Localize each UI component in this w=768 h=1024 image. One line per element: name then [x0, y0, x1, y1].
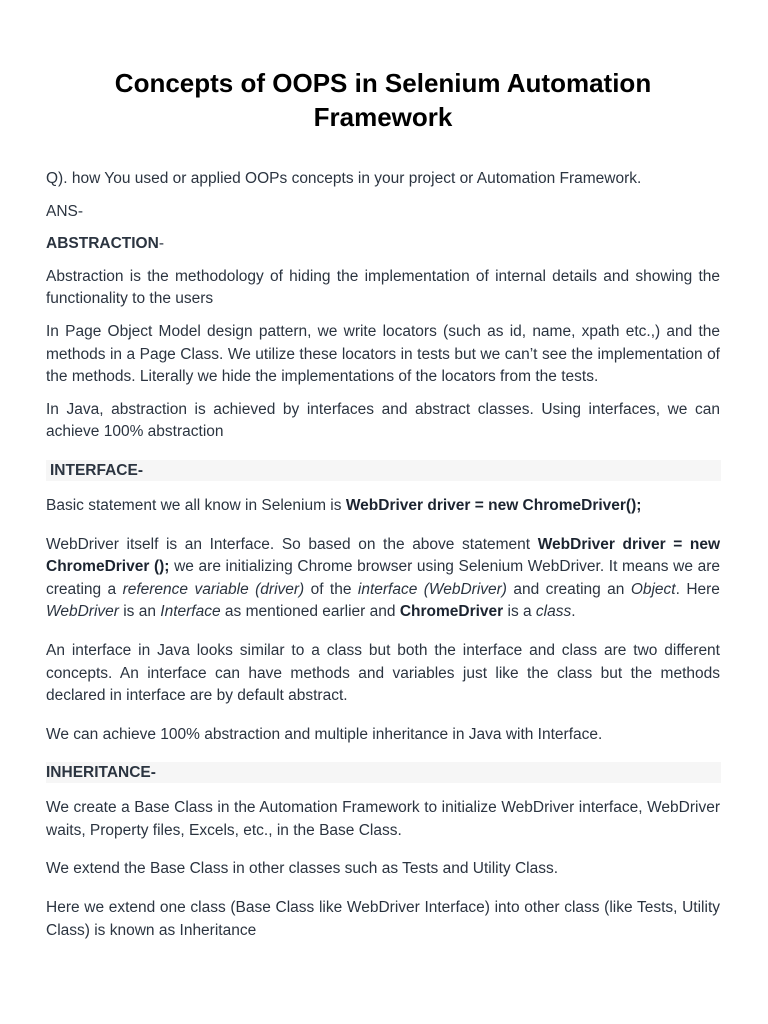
italic-run: WebDriver: [46, 603, 119, 621]
text-run: . Here: [675, 580, 720, 598]
text-run: WebDriver itself is an Interface. So based on the above statement: [46, 535, 538, 553]
italic-run: reference variable (driver): [122, 580, 305, 598]
interface-paragraph-1: [46, 495, 720, 518]
abstraction-heading-text: ABSTRACTION: [46, 235, 159, 253]
inheritance-heading: INHERITANCE-: [46, 762, 721, 783]
text-run: is an: [118, 603, 161, 621]
text-run: and creating an: [506, 580, 631, 598]
interface-paragraph-2: [46, 534, 720, 624]
inheritance-paragraph-1: We create a Base Class in the Automation Framework to initialize WebDriver interface, WebDriver waits, Property files, Excels, etc., in the Base Class.: [46, 799, 720, 839]
document-body: [46, 168, 720, 942]
abstraction-paragraph-2: In Page Object Model design pattern, we write locators (such as id, name, xpath etc.,) and the methods in a Page Class. We utilize these locators in tests but we can’t see the implementation of the methods. Literally we hide the implementations of the locators from the tests.: [46, 322, 720, 386]
text-run: .: [571, 603, 576, 621]
abstraction-heading: [46, 233, 720, 256]
inheritance-paragraph-2: We extend the Base Class in other classes such as Tests and Utility Class.: [46, 860, 559, 878]
question-text: Q). how You used or applied OOPs concepts in your project or Automation Framework.: [46, 170, 642, 187]
abstraction-heading-suffix: -: [158, 235, 164, 253]
code-run: ChromeDriver: [399, 603, 504, 621]
interface-paragraph-3: An interface in Java looks similar to a class but both the interface and class are two different concepts. An interface can have methods and variables just like the class but the methods declared in interface are by default abstract.: [46, 641, 720, 705]
text-run: we are initializing Chrome browser using Selenium WebDriver. It means we are creating a: [46, 558, 720, 598]
answer-label: ANS-: [46, 202, 84, 220]
text-run: is a: [503, 603, 536, 621]
abstraction-paragraph-1: Abstraction is the methodology of hiding the implementation of internal details and showing the functionality to the users: [46, 267, 720, 308]
italic-run: Interface: [160, 603, 221, 621]
text-run: of the: [304, 580, 358, 598]
interface-p1-lead: Basic statement we all know in Selenium is: [46, 496, 346, 514]
code-run: WebDriver driver = new ChromeDriver ();: [46, 535, 720, 576]
abstraction-paragraph-3: In Java, abstraction is achieved by interfaces and abstract classes. Using interfaces, we can achieve 100% abstraction: [46, 400, 720, 441]
page-title: Concepts of OOPS in Selenium Automation Framework: [114, 68, 652, 132]
italic-run: interface (WebDriver): [357, 580, 507, 598]
inheritance-paragraph-3: Here we extend one class (Base Class like WebDriver Interface) into other class (like Tests, Utility Class) is known as Inheritance: [46, 899, 720, 939]
italic-run: class: [535, 603, 572, 621]
text-run: as mentioned earlier and: [220, 603, 400, 621]
interface-paragraph-4: We can achieve 100% abstraction and multiple inheritance in Java with Interface.: [46, 725, 603, 743]
italic-run: Object: [630, 580, 676, 598]
interface-heading: INTERFACE-: [46, 460, 721, 481]
interface-p1-code: WebDriver driver = new ChromeDriver();: [345, 496, 642, 514]
